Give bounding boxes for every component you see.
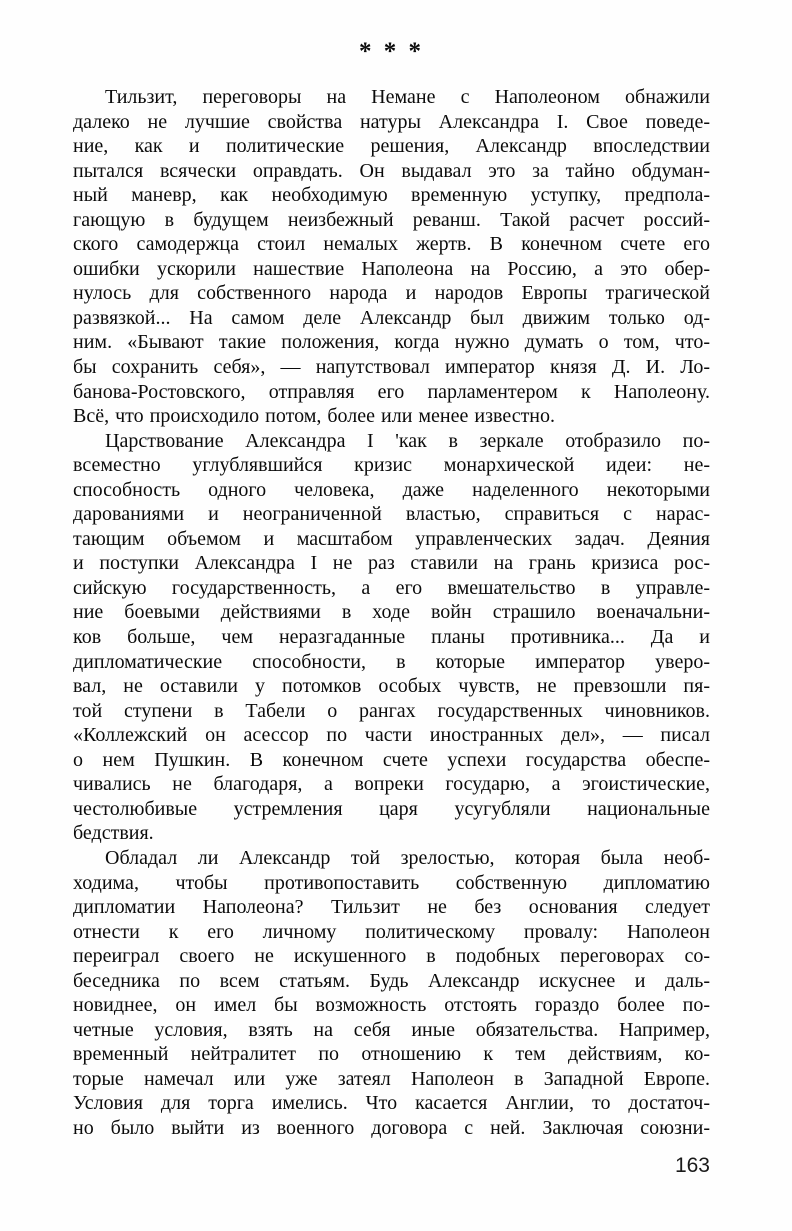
page-number: 163: [674, 1154, 710, 1177]
text-line: ный маневр, как необходимую временную уступку, предпола-: [73, 184, 710, 207]
text-line: беседника по всем статьям. Будь Александр искуснее и даль-: [73, 969, 710, 992]
text-line: ходима, чтобы противопоставить собственную дипломатию: [73, 871, 710, 894]
text-line: тающим объемом и масштабом управленческих задач. Деяния: [73, 527, 710, 550]
text-line: вал, не оставили у потомков особых чувств, не превзошли пя-: [73, 675, 710, 698]
text-line: способность одного человека, даже наделенного некоторыми: [73, 478, 710, 501]
text-line: ние боевыми действиями в ходе войн страшило военачальни-: [73, 601, 710, 624]
text-line: о нем Пушкин. В конечном счете успехи государства обеспе-: [73, 748, 710, 771]
text-line: честолюбивые устремления царя усугубляли национальные: [73, 797, 710, 820]
paragraph-2: [73, 429, 710, 846]
text-line: Всё, что происходило потом, более или менее известно.: [73, 405, 556, 428]
text-block: [73, 85, 710, 1141]
section-separator-asterisks: * * *: [359, 38, 424, 65]
text-line: четные условия, взять на себя иные обязательства. Например,: [73, 1018, 710, 1041]
text-line: Условия для торга имелись. Что касается Англии, то достаточ-: [73, 1092, 710, 1115]
text-line: но было выйти из военного договора с ней. Заключая союзни-: [73, 1116, 710, 1139]
text-line: отнести к его личному политическому провалу: Наполеон: [73, 920, 710, 943]
text-line: пытался всячески оправдать. Он выдавал это за тайно обдуман-: [73, 159, 710, 182]
text-line: чивались не благодаря, а вопреки государю, а эгоистические,: [73, 773, 710, 796]
text-line: дарованиями и неограниченной властью, справиться с нарас-: [73, 503, 710, 526]
text-line: бы сохранить себя», — напутствовал император князя Д. И. Ло-: [73, 356, 710, 379]
text-line: развязкой... На самом деле Александр был движим только од-: [73, 306, 710, 329]
paragraph-3: [73, 846, 710, 1141]
text-line: ним. «Бывают такие положения, когда нужно думать о том, что-: [73, 331, 710, 354]
text-line: всеместно углублявшийся кризис монархической идеи: не-: [73, 454, 710, 477]
text-line: той ступени в Табели о рангах государственных чиновников.: [73, 699, 710, 722]
text-line: ние, как и политические решения, Александр впоследствии: [73, 135, 710, 158]
text-line: дипломатии Наполеона? Тильзит не без основания следует: [73, 896, 710, 919]
text-line: Царствование Александра I 'как в зеркале отобразило по-: [105, 429, 710, 452]
text-line: далеко не лучшие свойства натуры Александра I. Свое поведе-: [73, 110, 710, 133]
text-line: банова-Ростовского, отправляя его парламентером к Наполеону.: [73, 380, 710, 403]
text-line: ошибки ускорили нашествие Наполеона на Россию, а это обер-: [73, 257, 710, 280]
text-line: ков больше, чем неразгаданные планы противника... Да и: [73, 626, 710, 649]
text-line: Тильзит, переговоры на Немане с Наполеоном обнажили: [105, 86, 710, 108]
text-line: дипломатические способности, в которые император уверо-: [73, 650, 710, 673]
text-line: и поступки Александра I не раз ставили на грань кризиса рос-: [73, 552, 710, 575]
text-line: бедствия.: [73, 822, 154, 845]
text-line: сийскую государственность, а его вмешательство в управле-: [73, 576, 710, 599]
text-line: «Коллежский он асессор по части иностранных дел», — писал: [73, 724, 710, 747]
paragraph-1: [73, 85, 710, 429]
text-line: временный нейтралитет по отношению к тем действиям, ко-: [73, 1043, 710, 1066]
text-line: Обладал ли Александр той зрелостью, которая была необ-: [105, 846, 710, 869]
text-line: переиграл своего не искушенного в подобных переговорах со-: [73, 945, 710, 968]
text-line: новиднее, он имел бы возможность отстоять гораздо более по-: [73, 994, 710, 1017]
text-line: нулось для собственного народа и народов Европы трагической: [73, 282, 710, 305]
text-line: ского самодержца стоил немалых жертв. В конечном счете его: [73, 233, 710, 256]
text-line: гающую в будущем неизбежный реванш. Такой расчет россий-: [73, 208, 710, 231]
text-line: торые намечал или уже затеял Наполеон в Западной Европе.: [73, 1067, 710, 1090]
